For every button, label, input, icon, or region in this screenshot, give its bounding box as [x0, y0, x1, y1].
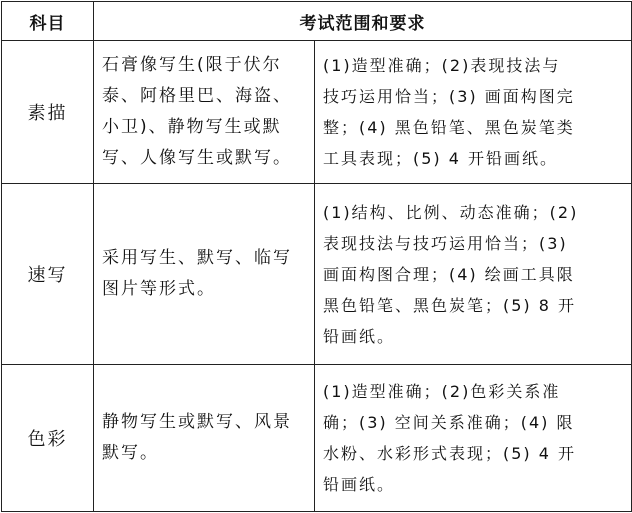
scope-line: 石膏像写生(限于伏尔 [102, 55, 282, 75]
scope-cell [94, 184, 315, 365]
scope-line: 静物写生或默写、风景 [102, 412, 292, 432]
requirement-line: 画面构图合理；(4) 绘画工具限 [323, 264, 575, 284]
requirement-line: 铅画纸。 [323, 475, 396, 494]
table-row-sketch [2, 41, 632, 184]
requirement-line: 整；(4) 黑色铅笔、黑色炭笔类 [323, 118, 575, 137]
requirement-line: (1)造型准确；(2)色彩关系准 [323, 382, 561, 401]
scope-line: 图片等形式。 [102, 279, 216, 299]
table-row-quick-sketch [2, 184, 632, 365]
requirement-line: 表现技法与技巧运用恰当；(3) [323, 233, 568, 253]
scope-line: 小卫)、静物写生或默 [102, 117, 282, 137]
scope-line: 默写。 [102, 443, 159, 463]
requirements-cell [315, 365, 632, 512]
table-row-color [2, 365, 632, 512]
requirement-line: 水粉、水彩形式表现；(5) 4 开 [323, 444, 577, 463]
scope-line: 写、人像写生或默写。 [102, 148, 292, 168]
requirement-line: 铅画纸。 [323, 326, 396, 346]
scope-cell [94, 365, 315, 512]
table-header-row [2, 2, 632, 41]
subject-cell: 色彩 [2, 365, 94, 512]
requirement-line: 确；(3) 空间关系准确；(4) 限 [323, 413, 575, 432]
scope-cell [94, 41, 315, 184]
requirement-line: (1)造型准确；(2)表现技法与 [323, 56, 561, 75]
requirement-line: 黑色铅笔、黑色炭笔；(5) 8 开 [323, 295, 577, 315]
subject-cell: 素描 [2, 41, 94, 184]
requirements-cell [315, 184, 632, 365]
scope-line: 采用写生、默写、临写 [102, 248, 292, 268]
requirement-line: 技巧运用恰当；(3) 画面构图完 [323, 87, 575, 106]
scope-line: 泰、阿格里巴、海盗、 [102, 86, 292, 106]
header-subject: 科目 [2, 2, 94, 41]
requirement-line: 工具表现；(5) 4 开铅画纸。 [323, 149, 559, 168]
subject-cell: 速写 [2, 184, 94, 365]
requirements-cell [315, 41, 632, 184]
header-requirements: 考试范围和要求 [94, 2, 632, 41]
exam-requirements-table [1, 1, 632, 512]
requirement-line: (1)结构、比例、动态准确；(2) [323, 202, 579, 222]
